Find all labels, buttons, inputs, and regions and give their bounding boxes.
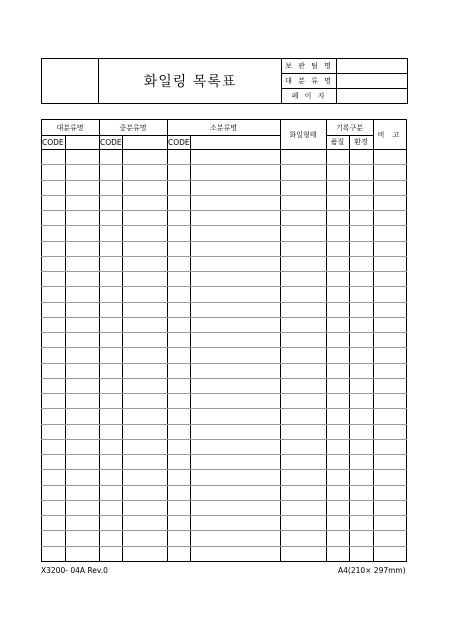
major-category-value[interactable]: [337, 73, 408, 88]
table-row-line: [41, 225, 407, 226]
table-row-line: [41, 363, 407, 364]
paper-size: A4(210× 297mm): [338, 566, 406, 575]
code-column-line: [190, 135, 191, 561]
table-row-line: [41, 408, 407, 409]
logo-cell: [41, 58, 99, 104]
table-row-line: [41, 180, 407, 181]
code-column-line: [65, 135, 66, 561]
code-column-line: [122, 135, 123, 561]
table-row-line: [41, 530, 407, 531]
col-major-code: CODE: [42, 137, 64, 147]
col-file-form-header: 화일형태: [289, 130, 317, 139]
table-row-line: [41, 286, 407, 287]
team-name-label: 보 관 팀 명: [282, 58, 337, 73]
table-row-line: [41, 378, 407, 379]
col-major-header: 대분류명: [56, 123, 84, 132]
table-row-line: [41, 302, 407, 303]
column-line: [167, 119, 168, 561]
col-remarks-header: 비 고: [377, 130, 403, 139]
col-middle-code: CODE: [100, 137, 122, 147]
page-label: 페 이 지: [282, 88, 337, 104]
header-divider: [41, 135, 280, 136]
major-category-label: 대 분 류 명: [282, 73, 337, 88]
column-line: [326, 119, 327, 561]
table-row-line: [41, 469, 407, 470]
table-row-line: [41, 515, 407, 516]
table-row-line: [41, 332, 407, 333]
col-minor-code: CODE: [168, 137, 190, 147]
table-row-line: [41, 241, 407, 242]
col-minor-header: 소분류명: [209, 123, 238, 132]
table-row-line: [41, 271, 407, 272]
table-row-line: [41, 439, 407, 440]
col-middle-header: 중분류명: [119, 123, 147, 132]
filing-table: [41, 119, 407, 562]
col-quality-header: 품질: [330, 138, 345, 146]
table-row-line: [41, 317, 407, 318]
table-row-line: [41, 485, 407, 486]
header-bottom-line: [41, 149, 407, 150]
column-line: [99, 119, 100, 561]
table-row-line: [41, 347, 407, 348]
table-row-line: [41, 393, 407, 394]
page-title: 화일링 목록표: [99, 58, 282, 104]
column-line: [280, 119, 281, 561]
table-row-line: [41, 195, 407, 196]
team-name-value[interactable]: [337, 58, 408, 73]
table-row-line: [41, 500, 407, 501]
table-row-line: [41, 256, 407, 257]
col-record-class-header: 기록구분: [335, 123, 364, 132]
page-value[interactable]: [337, 88, 408, 104]
table-row-line: [41, 546, 407, 547]
form-number: X3200- 04A Rev.0: [41, 566, 108, 575]
table-row-line: [41, 424, 407, 425]
table-row-line: [41, 210, 407, 211]
column-line: [373, 119, 374, 561]
record-sub-column-line: [349, 135, 350, 561]
col-environment-header: 환경: [354, 138, 368, 146]
table-row-line: [41, 454, 407, 455]
table-row-line: [41, 164, 407, 165]
